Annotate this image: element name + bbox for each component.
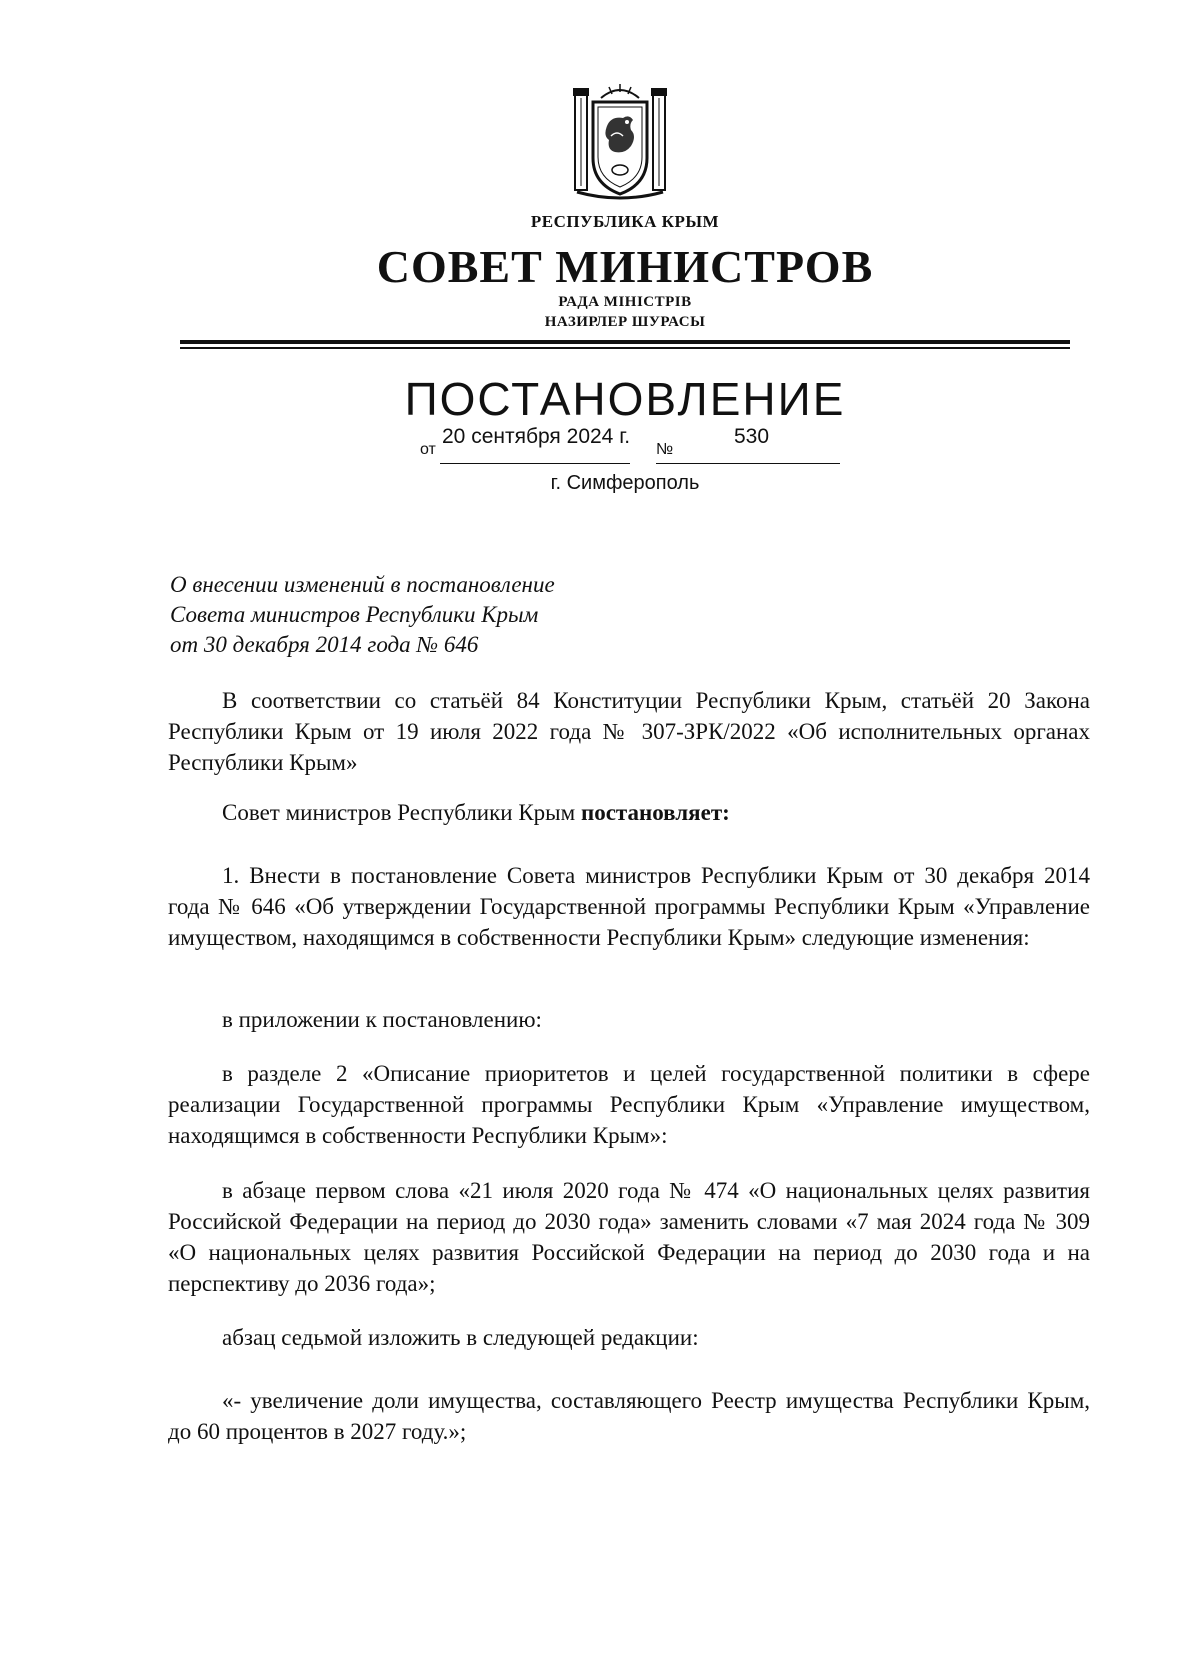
number-underline [656, 463, 840, 464]
council-title-ukrainian: РАДА МІНІСТРІВ [558, 294, 692, 310]
paragraph-text: «- увеличение доли имущества, составляющего Реестр имущества Республики Крым, до 60 процентов в 2027 году.»; [168, 1388, 1090, 1444]
paragraph-text: В соответствии со статьёй 84 Конституции Республики Крым, статьёй 20 Закона Республики Крым от 19 июля 2022 года № 307-ЗРК/2022 «Об исполнительных органах Республики Крым» [168, 688, 1090, 775]
paragraph-section-2 [168, 1058, 1090, 1151]
paragraph-text: в абзаце первом слова «21 июля 2020 года № 474 «О национальных целях развития Российской Федерации на период до 2030 года» заменить словами «7 мая 2024 года № 309 «О национальных целях развития Российской Федерации на период до 2030 года и на перспективу до 2036 года»; [168, 1178, 1090, 1296]
decree-number: 530 [734, 425, 770, 448]
decree-title: ПОСТАНОВЛЕНИЕ [404, 373, 846, 425]
crimea-coat-of-arms-icon [571, 80, 669, 204]
paragraph-seventh-abzac [168, 1322, 1090, 1353]
paragraph-first-abzac [168, 1175, 1090, 1299]
date-prefix: от [420, 441, 436, 458]
header-divider-thick [180, 340, 1070, 344]
subject-line: от 30 декабря 2014 года № 646 [170, 632, 479, 657]
decree-date-number-row [420, 425, 840, 465]
paragraph-text: в приложении к постановлению: [222, 1007, 542, 1032]
paragraph-text: абзац седьмой изложить в следующей редакции: [222, 1325, 699, 1350]
date-underline [440, 463, 630, 464]
paragraph-item-1 [168, 860, 1090, 953]
subject-line: О внесении изменений в постановление [170, 572, 555, 597]
council-title-crimean-tatar: НАЗИРЛЕР ШУРАСЫ [544, 314, 706, 330]
header-divider-thin [180, 347, 1070, 349]
paragraph-appendix [168, 1004, 1090, 1035]
paragraph-text: Совет министров Республики Крым [222, 800, 581, 825]
paragraph-legal-basis [168, 685, 1090, 778]
council-title: СОВЕТ МИНИСТРОВ [376, 241, 874, 292]
paragraph-resolves [168, 797, 1090, 828]
paragraph-text: 1. Внести в постановление Совета министров Республики Крым от 30 декабря 2014 года № 646 «Об утверждении Государственной программы Республики Крым «Управление имуществом, находящимся в собственности Республики Крым» следующие изменения: [168, 863, 1090, 950]
paragraph-new-wording [168, 1385, 1090, 1447]
number-prefix: № [656, 441, 674, 458]
paragraph-text: в разделе 2 «Описание приоритетов и целей государственной политики в сфере реализации Государственной программы Республики Крым «Управление имуществом, находящимся в собственности Республики Крым»: [168, 1061, 1090, 1148]
decree-city: г. Симферополь [550, 472, 700, 494]
resolves-keyword: постановляет: [580, 800, 730, 825]
decree-subject [170, 570, 770, 660]
decree-date: 20 сентября 2024 г. [442, 425, 631, 448]
subject-line: Совета министров Республики Крым [170, 602, 539, 627]
republic-name: РЕСПУБЛИКА КРЫМ [530, 212, 720, 231]
